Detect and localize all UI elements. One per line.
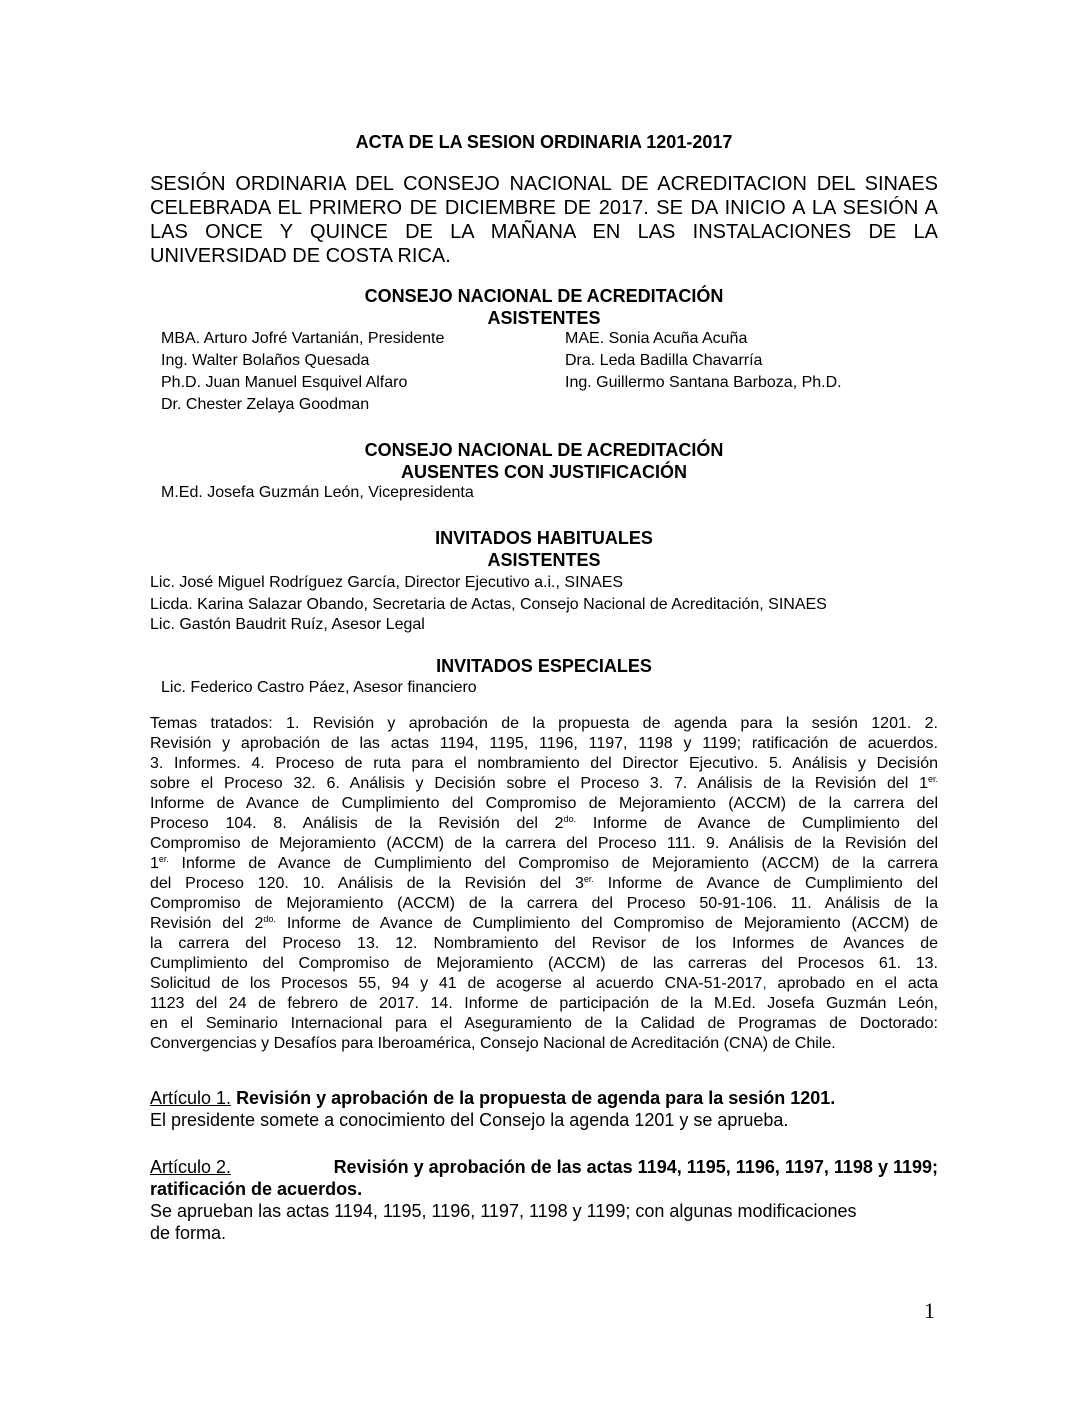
- attendee: Dra. Leda Badilla Chavarría: [565, 352, 763, 369]
- guest: Licda. Karina Salazar Obando, Secretaria de Actas, Consejo Nacional de Acreditación, SINAES: [150, 596, 827, 613]
- topics-line: $1^{er.}$ Informe de Avance de Cumplimiento del Compromiso de Mejoramiento (ACCM) de la carrera: [150, 854, 938, 872]
- topics-line: Convergencias y Desafíos para Iberoamérica, Consejo Nacional de Acreditación (CNA) de Chile.: [150, 1035, 836, 1052]
- attendee: Ing. Walter Bolaños Quesada: [161, 352, 370, 369]
- article-1: [150, 1087, 938, 1131]
- article-title: Revisión y aprobación de las actas 1194, 1195, 1196, 1197, 1198 y 1199;: [333, 1157, 938, 1177]
- attendee: Ph.D. Juan Manuel Esquivel Alfaro: [161, 374, 408, 391]
- topics-line: Temas tratados: 1. Revisión y aprobación de la propuesta de agenda para la sesión 1201. 2.: [150, 715, 938, 732]
- topics-paragraph: [150, 714, 938, 1054]
- topics-line: la carrera del Proceso 13. 12. Nombramiento del Revisor de los Informes de Avances de: [150, 935, 938, 952]
- absent-member: M.Ed. Josefa Guzmán León, Vicepresidenta: [161, 484, 474, 501]
- topics-line: Solicitud de los Procesos 55, 94 y 41 de acogerse al acuerdo CNA-51-2017, aprobado en el acta: [150, 975, 939, 992]
- article-label: Artículo 2.: [150, 1157, 232, 1177]
- attendee: MBA. Arturo Jofré Vartanián, Presidente: [161, 330, 445, 347]
- guest: Lic. José Miguel Rodríguez García, Director Ejecutivo a.i., SINAES: [150, 574, 624, 591]
- section-heading: INVITADOS HABITUALES: [435, 528, 653, 548]
- attendee: MAE. Sonia Acuña Acuña: [565, 330, 748, 347]
- topics-line: Informe de Avance de Cumplimiento del Compromiso de Mejoramiento (ACCM) de la carrera del: [150, 795, 938, 812]
- topics-line: Cumplimiento del Compromiso de Mejoramiento (ACCM) de las carreras del Procesos 61. 13.: [150, 955, 938, 972]
- topics-line: Proceso 104. 8. Análisis de la Revisión del $2^{do.}$ Informe de Avance de Cumplimiento del: [150, 814, 938, 832]
- intro-line: CELEBRADA EL PRIMERO DE DICIEMBRE DE 2017. SE DA INICIO A LA SESIÓN A: [150, 197, 938, 219]
- special-guest: Lic. Federico Castro Páez, Asesor financiero: [161, 679, 477, 696]
- article-label: Artículo 1.: [150, 1088, 232, 1108]
- topics-line: del Proceso 120. 10. Análisis de la Revisión del $3^{er.}$ Informe de Avance de Cumplimiento del: [150, 874, 938, 892]
- attendee: Dr. Chester Zelaya Goodman: [161, 396, 370, 413]
- intro-paragraph: [150, 172, 938, 268]
- section-subheading: ASISTENTES: [487, 550, 601, 570]
- attendee: Ing. Guillermo Santana Barboza, Ph.D.: [565, 374, 842, 391]
- guest: Lic. Gastón Baudrit Ruíz, Asesor Legal: [150, 616, 425, 633]
- article-title: Revisión y aprobación de la propuesta de agenda para la sesión 1201.: [236, 1088, 836, 1108]
- section-subheading: ASISTENTES: [487, 308, 601, 328]
- article-2: [150, 1156, 938, 1244]
- topics-line: 1123 del 24 de febrero de 2017. 14. Informe de participación de la M.Ed. Josefa Guzmán León,: [150, 995, 938, 1012]
- topics-line: Compromiso de Mejoramiento (ACCM) de la carrera del Proceso 50-91-106. 11. Análisis de la: [150, 895, 938, 912]
- intro-line: LAS ONCE Y QUINCE DE LA MAÑANA EN LAS INSTALACIONES DE LA: [150, 221, 938, 243]
- document-title: ACTA DE LA SESION ORDINARIA 1201-2017: [355, 132, 733, 152]
- topics-line: Revisión del $2^{do.}$ Informe de Avance de Cumplimiento del Compromiso de Mejoramiento (ACCM) de: [150, 914, 939, 932]
- intro-line: UNIVERSIDAD DE COSTA RICA.: [150, 245, 451, 267]
- section-heading: CONSEJO NACIONAL DE ACREDITACIÓN: [364, 286, 724, 306]
- section-subheading: AUSENTES CON JUSTIFICACIÓN: [400, 462, 688, 482]
- topics-line: Compromiso de Mejoramiento (ACCM) de la carrera del Proceso 111. 9. Análisis de la Revisión del: [150, 835, 938, 852]
- topics-line: 3. Informes. 4. Proceso de ruta para el nombramiento del Director Ejecutivo. 5. Análisis y Decisión: [150, 755, 938, 772]
- article-body: El presidente somete a conocimiento del Consejo la agenda 1201 y se aprueba.: [150, 1110, 789, 1130]
- article-body: Se aprueban las actas 1194, 1195, 1196, 1197, 1198 y 1199; con algunas modificaciones: [150, 1201, 857, 1221]
- page-number: 1: [924, 1298, 935, 1323]
- topics-line: en el Seminario Internacional para el Aseguramiento de la Calidad de Programas de Doctorado:: [150, 1015, 938, 1032]
- topics-line: Revisión y aprobación de las actas 1194, 1195, 1196, 1197, 1198 y 1199; ratificación de acuerdos.: [150, 735, 938, 752]
- section-heading: INVITADOS ESPECIALES: [436, 656, 652, 676]
- topics-line: sobre el Proceso 32. 6. Análisis y Decisión sobre el Proceso 3. 7. Análisis de la Revisión del $1^{er.}$: [150, 774, 938, 792]
- intro-line: SESIÓN ORDINARIA DEL CONSEJO NACIONAL DE ACREDITACION DEL SINAES: [150, 173, 938, 195]
- article-body: de forma.: [150, 1223, 227, 1243]
- article-title-cont: ratificación de acuerdos.: [150, 1179, 363, 1199]
- section-heading: CONSEJO NACIONAL DE ACREDITACIÓN: [364, 440, 724, 460]
